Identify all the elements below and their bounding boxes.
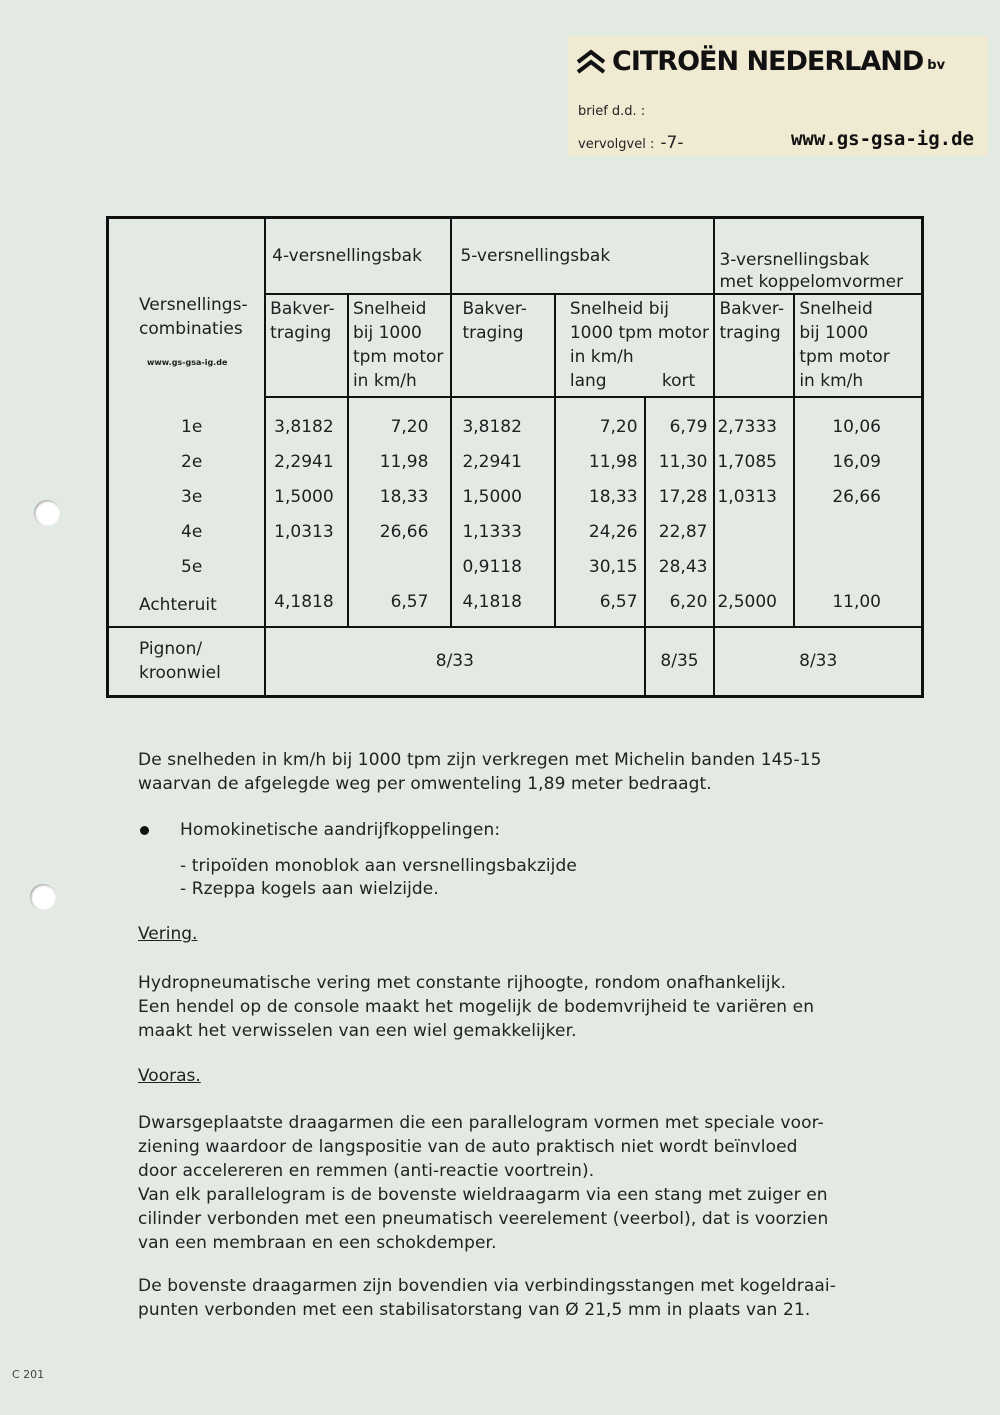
brand-name: CITROËN NEDERLAND: [612, 46, 924, 77]
cell-g4-bak: 4,1818: [265, 585, 348, 627]
cell-g3-snel: 10,06: [794, 397, 922, 445]
website-stamp: www.gs-gsa-ig.de: [790, 128, 974, 150]
cell-g5-kort: 17,28: [645, 480, 715, 515]
paragraph-vering: Hydropneumatische vering met constante rijhoogte, rondom onafhankelijk. Een hendel op de console maakt het mogelijk de bodemvrijheid te variëren en maakt het verwisselen van een wiel gemakkelijker.: [138, 973, 815, 1041]
gear-label: 4e: [181, 522, 203, 542]
group-4-header: 4-versnellingsbak: [265, 218, 451, 294]
cell-g3-bak: 2,7333: [714, 397, 794, 445]
cell-g3-snel: [794, 515, 922, 550]
gear-label: 3e: [181, 487, 203, 507]
cell-g3-bak: 1,0313: [714, 480, 794, 515]
cell-g3-bak: [714, 515, 794, 550]
cell-g5-bak: 1,1333: [451, 515, 554, 550]
g3-bak-header: Bakver- traging: [714, 294, 794, 397]
cell-g5-lang: 6,57: [555, 585, 645, 627]
cell-g3-snel: 11,00: [794, 585, 922, 627]
intro-paragraph: De snelheden in km/h bij 1000 tpm zijn verkregen met Michelin banden 145-15 waarvan de afgelegde weg per omwenteling 1,89 meter bedraagt.: [138, 750, 822, 794]
g5-snel-label: Snelheid bij 1000 tpm motor in km/h: [569, 298, 709, 367]
pignon-value-3: 8/33: [714, 627, 922, 697]
brand-suffix: bv: [927, 58, 946, 73]
cell-g4-bak: 1,0313: [265, 515, 348, 550]
cell-g5-bak: 3,8182: [451, 397, 554, 445]
cell-g5-kort: 28,43: [645, 550, 715, 585]
gear-label: 2e: [181, 452, 203, 472]
g4-bak-header: Bakver- traging: [265, 294, 348, 397]
punch-hole-top: [34, 500, 60, 526]
gear-row: [108, 397, 923, 445]
cell-g3-bak: 1,7085: [714, 445, 794, 480]
cell-g3-bak: 2,5000: [714, 585, 794, 627]
cell-g5-lang: 30,15: [555, 550, 645, 585]
sub-item-2: - Rzeppa kogels aan wielzijde.: [180, 879, 439, 899]
row-header-cell: [108, 218, 266, 397]
row-header-label: Versnellings- combinaties: [139, 294, 248, 339]
cell-g4-snel: 11,98: [348, 445, 451, 480]
brief-date-label: brief d.d. :: [578, 104, 646, 119]
page-number: -7-: [660, 133, 684, 153]
table-stamp: www.gs-gsa-ig.de: [147, 357, 228, 367]
punch-hole-bottom: [30, 884, 56, 910]
cell-g4-bak: 1,5000: [265, 480, 348, 515]
bullet-text: Homokinetische aandrijfkoppelingen:: [180, 820, 501, 840]
gear-row: [108, 515, 923, 550]
cell-g5-lang: 18,33: [555, 480, 645, 515]
gear-row: [108, 480, 923, 515]
cell-g3-snel: 16,09: [794, 445, 922, 480]
pignon-value-4-5: 8/33: [265, 627, 644, 697]
g5-lang-label: lang: [569, 370, 607, 391]
cell-g5-bak: 0,9118: [451, 550, 554, 585]
pignon-value-5-kort: 8/35: [645, 627, 715, 697]
gear-label: 1e: [181, 416, 203, 437]
gear-row: [108, 585, 923, 627]
g5-lang-kort-labels: [570, 369, 710, 393]
gear-rows: [108, 397, 923, 627]
page-number-label: vervolgvel :: [578, 137, 655, 152]
cell-g4-snel: 6,57: [348, 585, 451, 627]
cell-g3-bak: [714, 550, 794, 585]
cell-g3-snel: 26,66: [794, 480, 922, 515]
cell-g4-snel: 26,66: [348, 515, 451, 550]
g5-bak-header: Bakver- traging: [451, 294, 554, 397]
g4-snel-header: Snelheid bij 1000 tpm motor in km/h: [348, 294, 451, 397]
g5-snel-header: [555, 294, 715, 397]
cell-g5-bak: 2,2941: [451, 445, 554, 480]
cell-g5-kort: 11,30: [645, 445, 715, 480]
heading-vooras: Vooras.: [138, 1066, 201, 1086]
letterhead: [568, 36, 988, 156]
brand-logo: [576, 46, 945, 77]
cell-g4-bak: 2,2941: [265, 445, 348, 480]
gear-row: [108, 550, 923, 585]
footer-code: C 201: [12, 1368, 45, 1381]
cell-g5-kort: 22,87: [645, 515, 715, 550]
citroen-chevrons-icon: [576, 49, 606, 75]
paragraph-vooras-1: Dwarsgeplaatste draagarmen die een parallelogram vormen met speciale voor- ziening waardoor de langspositie van de auto praktisch niet wordt beïnvloed door accelereren en remmen (anti-reactie voortrein). Van elk parallelogram is de bovenste wieldraagarm via een stang met zuiger en cilinder verbonden met een pneumatisch veerelement (veerbol), dat is voorzien van een membraan en een schokdemper.: [138, 1113, 829, 1253]
sub-item-1: - tripoïden monoblok aan versnellingsbakzijde: [180, 856, 577, 876]
gear-row: [108, 445, 923, 480]
bullet-icon: [140, 826, 149, 835]
cell-g5-bak: 4,1818: [451, 585, 554, 627]
cell-g5-bak: 1,5000: [451, 480, 554, 515]
heading-vering: Vering.: [138, 924, 198, 944]
cell-g4-snel: [348, 550, 451, 585]
gear-label: Achteruit: [139, 595, 217, 615]
cell-g3-snel: [794, 550, 922, 585]
cell-g5-lang: 11,98: [555, 445, 645, 480]
cell-g4-snel: 18,33: [348, 480, 451, 515]
cell-g4-bak: 3,8182: [265, 397, 348, 445]
gear-label: 5e: [181, 557, 203, 577]
group-5-header: 5-versnellingsbak: [451, 218, 714, 294]
page-number-row: [578, 133, 683, 153]
cell-g5-lang: 7,20: [555, 397, 645, 445]
cell-g4-bak: [265, 550, 348, 585]
paragraph-vooras-2: De bovenste draagarmen zijn bovendien via verbindingsstangen met kogeldraai- punten verbonden met een stabilisatorstang van Ø 21,5 mm in plaats van 21.: [138, 1276, 836, 1320]
cell-g5-lang: 24,26: [555, 515, 645, 550]
cell-g5-kort: 6,79: [645, 397, 715, 445]
gear-ratio-table: [106, 216, 924, 698]
pignon-label: Pignon/ kroonwiel: [108, 627, 266, 697]
cell-g4-snel: 7,20: [348, 397, 451, 445]
cell-g5-kort: 6,20: [645, 585, 715, 627]
group-3-header: 3-versnellingsbak met koppelomvormer: [714, 218, 922, 294]
g3-snel-header: Snelheid bij 1000 tpm motor in km/h: [794, 294, 922, 397]
g5-kort-label: kort: [661, 370, 696, 391]
